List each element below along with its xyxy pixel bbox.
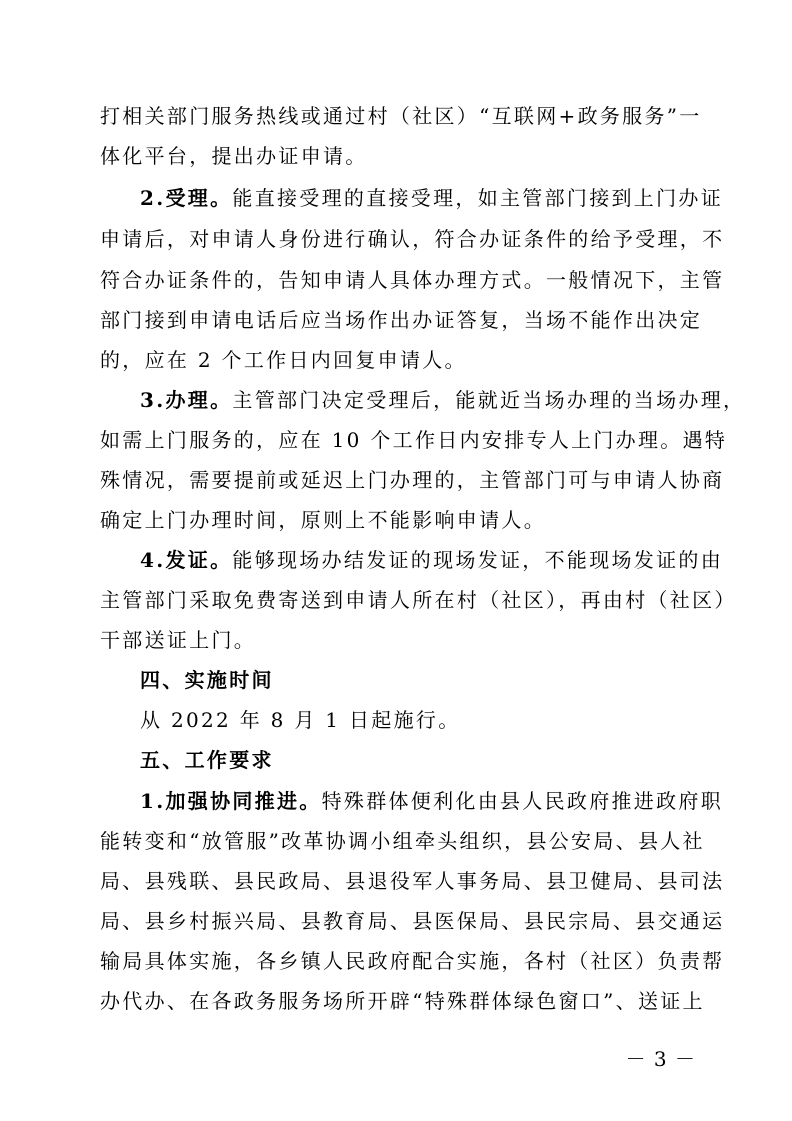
line-text: 办代办、在各政务服务场所开辟“特殊群体绿色窗口”、送证上 xyxy=(100,989,705,1013)
paragraph-line xyxy=(0,178,792,218)
line-text: 符合办证条件的，告知申请人具体办理方式。一般情况下，主管 xyxy=(100,268,725,292)
paragraph-line xyxy=(0,300,792,340)
line-text: 特殊群体便利化由县人民政府推进政府职 xyxy=(321,789,723,813)
line-text: 能够现场办结发证的现场发证，不能现场发证的由 xyxy=(232,548,723,572)
paragraph-line xyxy=(0,96,792,136)
item-lead: 1.加强协同推进。 xyxy=(140,789,322,813)
item-lead: 2.受理。 xyxy=(140,186,233,210)
line-text: 部门接到申请电话后应当场作出办证答复，当场不能作出决定 xyxy=(100,308,703,332)
paragraph-line xyxy=(0,136,792,176)
line-text: 干部送证上门。 xyxy=(100,628,257,652)
paragraph-line xyxy=(0,420,792,460)
line-text: 申请后，对申请人身份进行确认，符合办证条件的给予受理，不 xyxy=(100,227,725,251)
line-text: 主管部门决定受理后，能就近当场办理的当场办理， xyxy=(232,388,746,412)
paragraph-line xyxy=(0,500,792,540)
item-lead: 3.办理。 xyxy=(140,388,233,412)
paragraph-line xyxy=(0,340,792,380)
paragraph-line xyxy=(0,861,792,901)
paragraph-line xyxy=(0,620,792,660)
page-number: － 3 － xyxy=(625,1047,696,1071)
paragraph-line xyxy=(0,901,792,941)
line-text: 体化平台，提出办证申请。 xyxy=(100,144,368,168)
line-text: 从 2022 年 8 月 1 日起施行。 xyxy=(140,708,461,732)
line-text: 能转变和“放管服”改革协调小组牵头组织，县公安局、县人社 xyxy=(100,829,705,853)
paragraph-line xyxy=(0,981,792,1021)
line-text: 的，应在 2 个工作日内回复申请人。 xyxy=(100,348,467,372)
paragraph-line xyxy=(0,700,792,740)
paragraph-line xyxy=(0,580,792,620)
line-text: 确定上门办理时间，原则上不能影响申请人。 xyxy=(100,508,546,532)
line-text: 如需上门服务的，应在 10 个工作日内安排专人上门办理。遇特 xyxy=(100,428,728,452)
line-text: 输局具体实施，各乡镇人民政府配合实施，各村（社区）负责帮 xyxy=(100,949,725,973)
item-lead: 4.发证。 xyxy=(140,548,233,572)
paragraph-line xyxy=(0,941,792,981)
paragraph-line xyxy=(0,781,792,821)
paragraph-line xyxy=(0,260,792,300)
section-heading xyxy=(0,660,792,700)
line-text: 主管部门采取免费寄送到申请人所在村（社区），再由村（社区） xyxy=(100,588,737,612)
section-heading xyxy=(0,740,792,780)
line-text: 打相关部门服务热线或通过村（社区）“互联网+政务服务”一 xyxy=(100,104,702,128)
paragraph-line xyxy=(0,460,792,500)
section-heading-text: 四、实施时间 xyxy=(140,668,274,692)
paragraph-line xyxy=(0,219,792,259)
paragraph-line xyxy=(0,821,792,861)
line-text: 殊情况，需要提前或延迟上门办理的，主管部门可与申请人协商 xyxy=(100,468,725,492)
line-text: 局、县残联、县民政局、县退役军人事务局、县卫健局、县司法 xyxy=(100,869,725,893)
line-text: 能直接受理的直接受理，如主管部门接到上门办证 xyxy=(232,186,723,210)
paragraph-line xyxy=(0,540,792,580)
line-text: 局、县乡村振兴局、县教育局、县医保局、县民宗局、县交通运 xyxy=(100,909,725,933)
section-heading-text: 五、工作要求 xyxy=(140,748,274,772)
paragraph-line xyxy=(0,380,792,420)
